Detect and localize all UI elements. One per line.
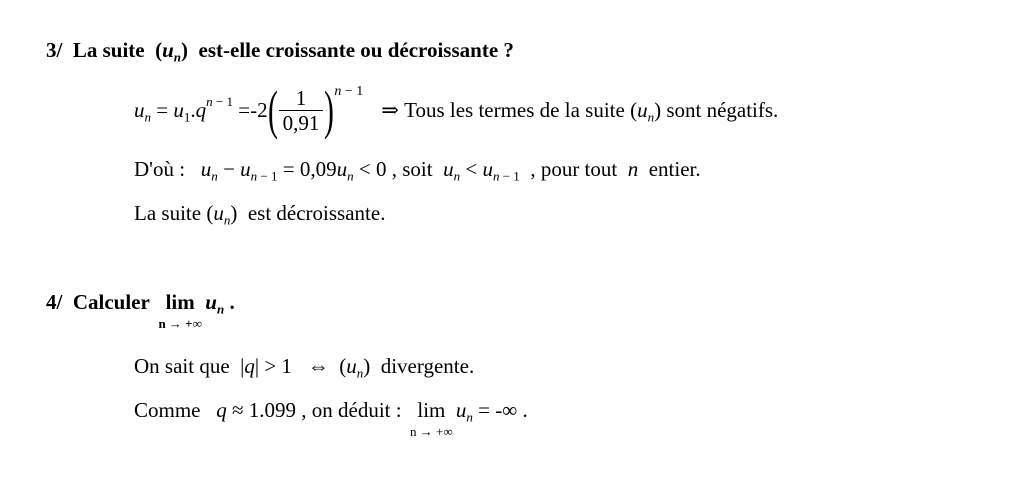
- lim-subscript: n → +∞: [158, 316, 202, 331]
- q-approx: ≈ 1.099 , on déduit :: [232, 398, 402, 422]
- divergence-line: On sait que |q| > 1 ⇔ $(u_n)$ divergente.: [134, 354, 475, 381]
- limit-value: = -∞ .: [478, 398, 528, 422]
- divergence-pre: On sait que: [134, 354, 230, 378]
- result-text: Tous les termes de la suite: [404, 97, 625, 122]
- formula-un: $u_n = u_1.q^{n - 1}$ = -2 ( $\frac{1}{0,91}$ ) n − 1 ⇒ Tous les termes de la suite $(u_n)$ sont négatifs.: [134, 80, 779, 140]
- difference-line: D'où : $u_n - u_{n - 1} = 0,09u_n < 0$ , soit $u_n < u_{n - 1}$ , pour tout n entier.: [134, 157, 701, 184]
- divergence-gt: > 1: [264, 354, 292, 378]
- conclusion-pre: La suite: [134, 201, 202, 225]
- conclusion-post: est décroissante.: [247, 201, 386, 225]
- comme-pre: Comme: [134, 398, 201, 422]
- fraction-numerator: 1: [295, 85, 307, 110]
- section4-number: 4/: [46, 290, 63, 314]
- for-all-text: , pour tout: [530, 157, 618, 181]
- dou-prefix: D'où :: [134, 157, 186, 181]
- lim-word: lim: [165, 290, 195, 314]
- section3-number: 3/: [46, 38, 63, 62]
- fraction: [279, 86, 324, 135]
- result-end: sont négatifs.: [666, 97, 779, 122]
- section3-heading-post: est-elle croissante ou décroissante ?: [198, 38, 514, 62]
- divergence-post: divergente.: [380, 354, 475, 378]
- section3-heading-pre: La suite: [72, 38, 145, 62]
- section4-heading-text: Calculer: [72, 290, 150, 314]
- limit-result-expression: [410, 398, 453, 439]
- limit-expression: [158, 290, 202, 331]
- integer-text: entier.: [648, 157, 701, 181]
- section4-heading: 4/ Calculer lim n → +∞ $u_n$ .: [46, 290, 235, 331]
- negative-clause: < 0 , soit: [358, 157, 433, 181]
- section3-heading: 3/ La suite $(u_n)$ est-elle croissante ou décroissante ?: [46, 38, 514, 65]
- conclusion-line: La suite $(u_n)$ est décroissante.: [134, 201, 386, 228]
- lim-word-2: lim: [417, 398, 446, 422]
- lim-subscript-2: n → +∞: [410, 424, 453, 439]
- difference-value: = 0,09: [282, 157, 337, 181]
- fraction-denominator: 0,91: [279, 110, 324, 135]
- coefficient: -2: [250, 97, 268, 122]
- limit-result-line: Comme q ≈ 1.099 , on déduit : lim n → +∞ $u_n$ = -∞ .: [134, 398, 528, 439]
